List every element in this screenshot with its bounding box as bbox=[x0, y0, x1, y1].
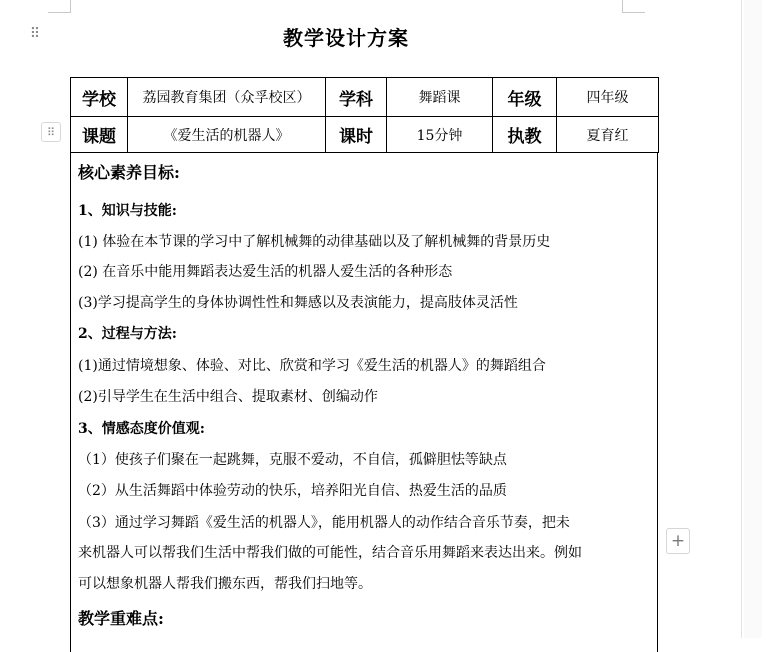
subject-label: 学科 bbox=[326, 78, 387, 117]
heading-core-goals: 核心素养目标: bbox=[78, 163, 180, 182]
knowledge-item: (1) 体验在本节课的学习中了解机械舞的动律基础以及了解机械舞的背景历史 bbox=[78, 234, 551, 250]
scrollbar-track[interactable] bbox=[741, 0, 742, 638]
subject-value[interactable]: 舞蹈课 bbox=[387, 78, 493, 117]
grade-label: 年级 bbox=[493, 78, 557, 117]
knowledge-item: (2) 在音乐中能用舞蹈表达爱生活的机器人爱生活的各种形态 bbox=[78, 264, 453, 280]
info-table bbox=[70, 77, 659, 153]
process-item: (1)通过情境想象、体验、对比、欣赏和学习《爱生活的机器人》的舞蹈组合 bbox=[78, 358, 546, 374]
emotion-item: （2）从生活舞蹈中体验劳动的快乐，培养阳光自信、热爱生活的品质 bbox=[78, 483, 507, 499]
add-block-button[interactable]: + bbox=[666, 528, 690, 554]
knowledge-title: 1、知识与技能: bbox=[78, 203, 177, 219]
info-row-2 bbox=[71, 117, 659, 153]
process-title: 2、过程与方法: bbox=[78, 326, 177, 342]
scrollbar-thumb[interactable] bbox=[744, 0, 762, 638]
teacher-label: 执教 bbox=[493, 117, 557, 153]
school-value[interactable]: 荔园教育集团（众孚校区） bbox=[128, 78, 326, 117]
heading-key-points: 教学重难点: bbox=[78, 609, 164, 628]
page-corner-mark-right bbox=[622, 0, 645, 13]
duration-label: 课时 bbox=[326, 117, 387, 153]
emotion-item: （3）通过学习舞蹈《爱生活的机器人》，能用机器人的动作结合音乐节奏，把未 bbox=[78, 515, 570, 531]
document-title: 教学设计方案 bbox=[283, 26, 409, 50]
block-drag-handle-icon[interactable]: ⠿ bbox=[29, 26, 39, 42]
knowledge-item: (3)学习提高学生的身体协调性性和舞感以及表演能力，提高肢体灵活性 bbox=[78, 295, 518, 311]
page-corner-mark-left bbox=[48, 0, 71, 13]
duration-value[interactable]: 15分钟 bbox=[387, 117, 493, 153]
school-label: 学校 bbox=[71, 78, 128, 117]
topic-label: 课题 bbox=[71, 117, 128, 153]
info-row-1 bbox=[71, 78, 659, 117]
process-item: (2)引导学生在生活中组合、提取素材、创编动作 bbox=[78, 389, 378, 405]
emotion-item: 可以想象机器人帮我们搬东西，帮我们扫地等。 bbox=[78, 576, 372, 592]
grade-value[interactable]: 四年级 bbox=[557, 78, 659, 117]
teacher-value[interactable]: 夏育红 bbox=[557, 117, 659, 153]
emotion-item: （1）使孩子们聚在一起跳舞，克服不爱动，不自信，孤僻胆怯等缺点 bbox=[78, 452, 507, 468]
table-row-handle-icon[interactable]: ⠿ bbox=[41, 122, 61, 142]
emotion-item: 来机器人可以帮我们生活中帮我们做的可能性，结合音乐用舞蹈来表达出来。例如 bbox=[78, 545, 582, 561]
emotion-title: 3、情感态度价值观: bbox=[78, 421, 205, 437]
topic-value[interactable]: 《爱生活的机器人》 bbox=[128, 117, 326, 153]
